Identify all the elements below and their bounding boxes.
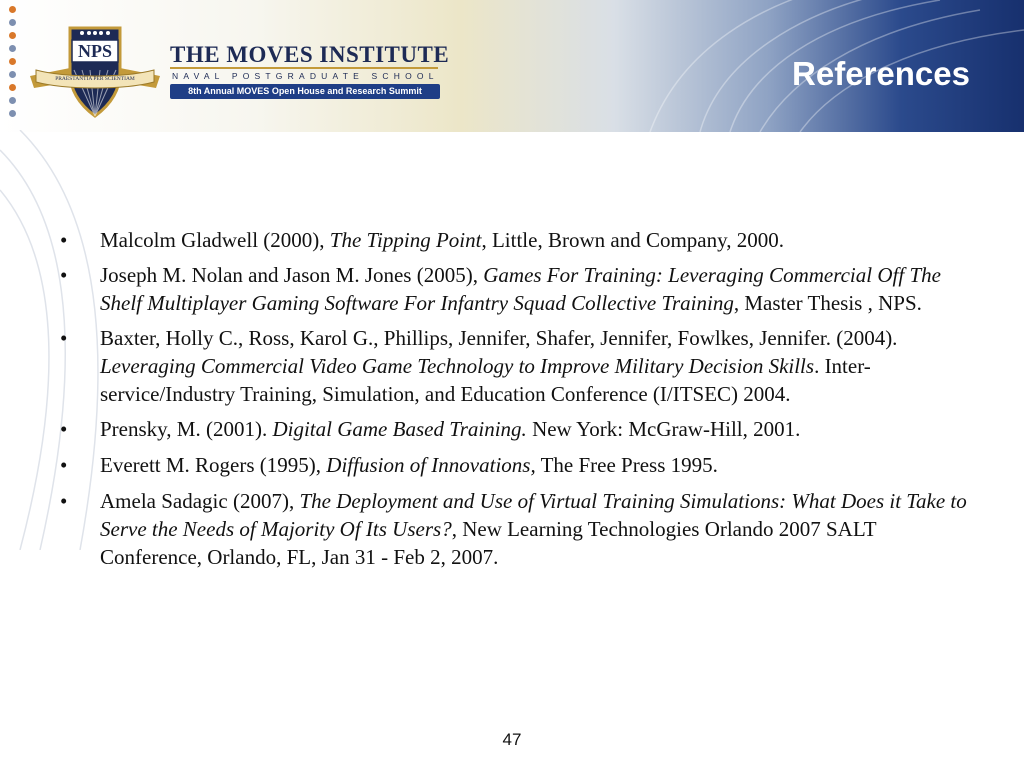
reference-item (60, 415, 980, 443)
nps-shield-logo (26, 20, 164, 120)
bullet-marker: • (60, 489, 68, 513)
reference-item (60, 451, 980, 479)
reference-author: Malcolm Gladwell (2000), (100, 228, 330, 252)
reference-title: Digital Game Based Training. (272, 417, 527, 441)
reference-title: Diffusion of Innovations, (326, 453, 536, 477)
bullet-marker: • (60, 228, 68, 252)
reference-details: , Little, Brown and Company, 2000. (481, 228, 784, 252)
reference-item (60, 487, 980, 571)
summit-banner: 8th Annual MOVES Open House and Research Summit (170, 84, 440, 99)
reference-author: Joseph M. Nolan and Jason M. Jones (2005), (100, 263, 484, 287)
decorative-dots (9, 6, 21, 126)
institute-divider (170, 67, 438, 69)
reference-details: . Inter-service/Industry Training, Simulation, and Education Conference (I/ITSEC) 2004. (100, 354, 871, 406)
slide-header (0, 0, 1024, 132)
reference-author: Amela Sadagic (2007), (100, 489, 300, 513)
reference-item (60, 324, 980, 408)
reference-title: Leveraging Commercial Video Game Technology to Improve Military Decision Skills (100, 354, 815, 378)
reference-title: The Tipping Point (329, 228, 482, 252)
institute-name: THE MOVES INSTITUTE (170, 42, 450, 67)
reference-author: Prensky, M. (2001). (100, 417, 273, 441)
reference-list (60, 226, 980, 578)
bullet-marker: • (60, 453, 68, 477)
slide-title: References (792, 55, 970, 92)
bullet-marker: • (60, 417, 68, 441)
reference-details: New York: McGraw-Hill, 2001. (526, 417, 801, 441)
reference-author: Everett M. Rogers (1995), (100, 453, 327, 477)
page-number: 47 (502, 730, 522, 749)
bullet-marker: • (60, 326, 68, 350)
reference-title: The Deployment and Use of Virtual Training Simulations: What Does it Take to Serve the Needs of Majority Of Its Users? (100, 489, 967, 541)
bullet-marker: • (60, 263, 68, 287)
reference-title: Games For Training: Leveraging Commercial Off The Shelf Multiplayer Gaming Software For Infantry Squad Collective Training (100, 263, 941, 315)
reference-author: Baxter, Holly C., Ross, Karol G., Phillips, Jennifer, Shafer, Jennifer, Fowlkes, Jennifer. (2004). (100, 326, 898, 350)
reference-item (60, 261, 980, 317)
reference-item (60, 226, 980, 254)
reference-details: , New Learning Technologies Orlando 2007 SALT Conference, Orlando, FL, Jan 31 - Feb 2, 2007. (100, 517, 877, 569)
reference-details: , Master Thesis , NPS. (733, 291, 922, 315)
reference-details: The Free Press 1995. (535, 453, 718, 477)
logo-text: NPS (77, 41, 113, 61)
school-name: NAVAL POSTGRADUATE SCHOOL (172, 71, 439, 81)
logo-motto: PRAESTANTIA PER SCIENTIAM (55, 76, 135, 82)
